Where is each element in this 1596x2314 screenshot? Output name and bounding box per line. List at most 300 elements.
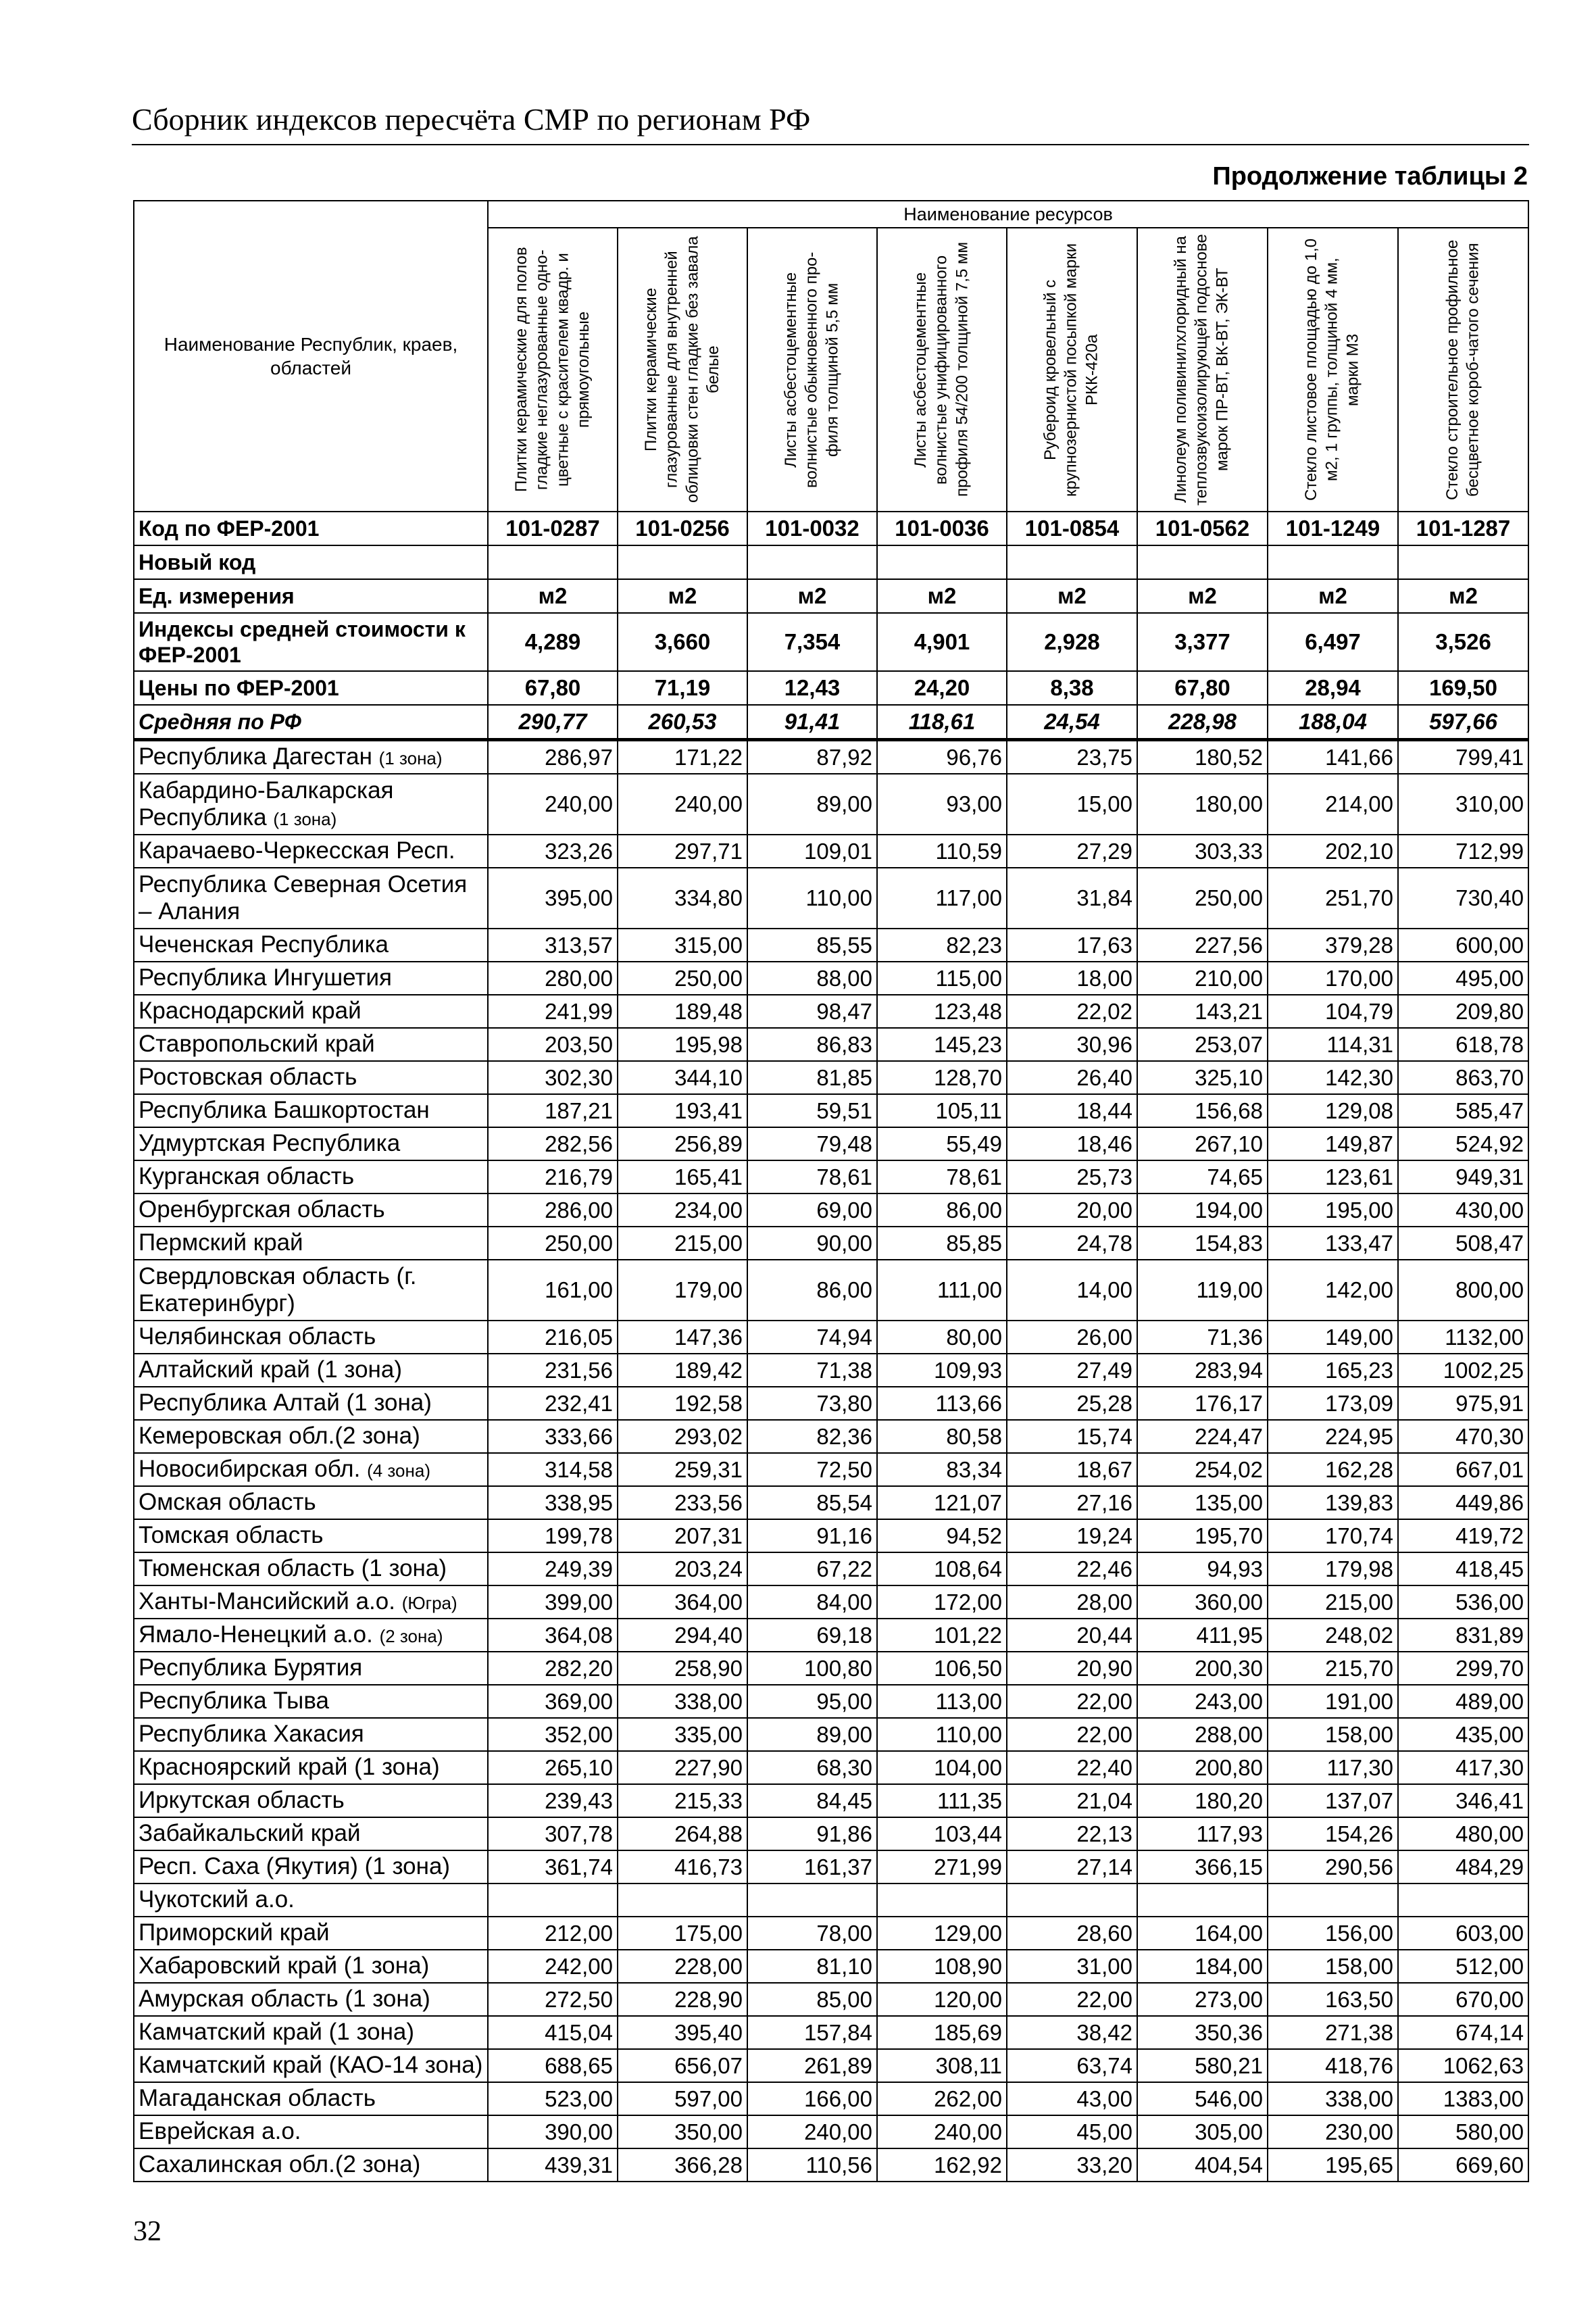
value-cell: 203,24 (618, 1552, 747, 1585)
value-cell: 163,50 (1268, 1983, 1398, 2016)
region-name: Ростовская область (139, 1064, 357, 1091)
region-zone-note: (4 зона) (367, 1460, 430, 1481)
value-cell: 23,75 (1007, 740, 1137, 774)
value-cell: 250,00 (618, 962, 747, 995)
value-cell: 113,00 (877, 1685, 1007, 1718)
value-cell: 1383,00 (1398, 2082, 1528, 2115)
value-cell: 129,08 (1268, 1094, 1398, 1127)
region-name-cell (134, 1094, 488, 1127)
value-cell: 184,00 (1137, 1950, 1268, 1983)
value-cell: 361,74 (488, 1850, 618, 1884)
value-cell: 170,74 (1268, 1519, 1398, 1552)
table-row (134, 1917, 1528, 1950)
region-name: Республика Бурятия (139, 1654, 363, 1681)
value-cell: 180,52 (1137, 740, 1268, 774)
value-cell: 216,79 (488, 1160, 618, 1193)
value-cell: 489,00 (1398, 1685, 1528, 1718)
value-cell: 712,99 (1398, 835, 1528, 868)
value-cell: 258,90 (618, 1652, 747, 1685)
value-cell: 18,00 (1007, 962, 1137, 995)
value-cell: 179,98 (1268, 1552, 1398, 1585)
table-row (134, 774, 1528, 835)
region-name-cell (134, 1227, 488, 1260)
meta-cell: 228,98 (1137, 705, 1268, 740)
value-cell: 430,00 (1398, 1193, 1528, 1227)
value-cell: 325,10 (1137, 1061, 1268, 1094)
value-cell: 294,40 (618, 1619, 747, 1652)
value-cell: 212,00 (488, 1917, 618, 1950)
meta-cell: м2 (618, 579, 747, 613)
region-name-cell (134, 1193, 488, 1227)
value-cell: 439,31 (488, 2148, 618, 2182)
region-name-cell (134, 1917, 488, 1950)
value-cell: 480,00 (1398, 1817, 1528, 1850)
value-cell: 22,00 (1007, 1685, 1137, 1718)
value-cell: 165,23 (1268, 1354, 1398, 1387)
value-cell: 161,00 (488, 1260, 618, 1321)
value-cell: 154,83 (1137, 1227, 1268, 1260)
value-cell: 286,00 (488, 1193, 618, 1227)
value-cell: 164,00 (1137, 1917, 1268, 1950)
value-cell (877, 1884, 1007, 1917)
value-cell: 22,46 (1007, 1552, 1137, 1585)
region-name: Ставропольский край (139, 1031, 375, 1058)
value-cell: 28,60 (1007, 1917, 1137, 1950)
value-cell: 449,86 (1398, 1486, 1528, 1519)
value-cell: 200,80 (1137, 1751, 1268, 1784)
value-cell: 280,00 (488, 962, 618, 995)
meta-cell: 597,66 (1398, 705, 1528, 740)
value-cell: 111,35 (877, 1784, 1007, 1817)
meta-cell: 7,354 (747, 613, 877, 671)
table-row (134, 1127, 1528, 1160)
value-cell: 78,61 (747, 1160, 877, 1193)
meta-cell: 3,660 (618, 613, 747, 671)
value-cell: 185,69 (877, 2016, 1007, 2049)
value-cell: 250,00 (1137, 868, 1268, 929)
value-cell: 262,00 (877, 2082, 1007, 2115)
region-name-cell (134, 1061, 488, 1094)
value-cell: 338,00 (1268, 2082, 1398, 2115)
value-cell: 161,37 (747, 1850, 877, 1884)
value-cell: 228,00 (618, 1950, 747, 1983)
region-name-cell (134, 1718, 488, 1751)
column-header (618, 228, 747, 512)
value-cell: 158,00 (1268, 1718, 1398, 1751)
value-cell: 19,24 (1007, 1519, 1137, 1552)
value-cell: 80,00 (877, 1321, 1007, 1354)
table-row (134, 1950, 1528, 1983)
meta-cell: 71,19 (618, 671, 747, 705)
value-cell: 470,30 (1398, 1420, 1528, 1453)
region-name: Республика Алтай (1 зона) (139, 1389, 432, 1417)
region-name: Ханты-Мансийский а.о. (139, 1588, 395, 1615)
value-cell: 91,16 (747, 1519, 877, 1552)
value-cell: 1002,25 (1398, 1354, 1528, 1387)
value-cell: 142,30 (1268, 1061, 1398, 1094)
region-name: Забайкальский край (139, 1820, 361, 1847)
value-cell: 282,20 (488, 1652, 618, 1685)
value-cell: 110,59 (877, 835, 1007, 868)
value-cell: 253,07 (1137, 1028, 1268, 1061)
value-cell: 173,09 (1268, 1387, 1398, 1420)
table-row (134, 1850, 1528, 1884)
region-name: Чеченская Республика (139, 931, 389, 958)
meta-cell (1007, 545, 1137, 579)
value-cell: 338,95 (488, 1486, 618, 1519)
region-name-cell (134, 2049, 488, 2082)
value-cell: 597,00 (618, 2082, 747, 2115)
region-name: Пермский край (139, 1229, 303, 1256)
value-cell: 149,87 (1268, 1127, 1398, 1160)
value-cell: 227,56 (1137, 929, 1268, 962)
value-cell: 22,40 (1007, 1751, 1137, 1784)
value-cell: 117,93 (1137, 1817, 1268, 1850)
region-name: Республика Тыва (139, 1688, 329, 1715)
value-cell: 189,42 (618, 1354, 747, 1387)
value-cell: 82,23 (877, 929, 1007, 962)
meta-cell (877, 545, 1007, 579)
value-cell: 129,00 (877, 1917, 1007, 1950)
value-cell: 80,58 (877, 1420, 1007, 1453)
value-cell: 180,00 (1137, 774, 1268, 835)
value-cell: 271,99 (877, 1850, 1007, 1884)
value-cell: 215,00 (618, 1227, 747, 1260)
region-name: Камчатский край (КАО-14 зона) (139, 2052, 483, 2079)
value-cell: 1062,63 (1398, 2049, 1528, 2082)
value-cell: 149,00 (1268, 1321, 1398, 1354)
meta-cell: 101-0032 (747, 512, 877, 545)
value-cell: 38,42 (1007, 2016, 1137, 2049)
meta-row-label: Код по ФЕР-2001 (134, 512, 488, 545)
value-cell: 108,90 (877, 1950, 1007, 1983)
meta-cell: м2 (488, 579, 618, 613)
meta-cell: 290,77 (488, 705, 618, 740)
value-cell: 158,00 (1268, 1950, 1398, 1983)
value-cell: 143,21 (1137, 995, 1268, 1028)
value-cell: 283,94 (1137, 1354, 1268, 1387)
value-cell: 256,89 (618, 1127, 747, 1160)
table-row (134, 1817, 1528, 1850)
value-cell: 297,71 (618, 835, 747, 868)
column-header-text: Листы асбестоцементные волнистые обыкновенного про-филя толщиной 5,5 мм (781, 251, 842, 488)
meta-cell: 12,43 (747, 671, 877, 705)
value-cell: 202,10 (1268, 835, 1398, 868)
value-cell: 338,00 (618, 1685, 747, 1718)
value-cell: 73,80 (747, 1387, 877, 1420)
region-name-cell (134, 1127, 488, 1160)
meta-cell: м2 (1137, 579, 1268, 613)
value-cell: 418,76 (1268, 2049, 1398, 2082)
region-name: Тюменская область (1 зона) (139, 1555, 447, 1582)
value-cell: 419,72 (1398, 1519, 1528, 1552)
value-cell: 180,20 (1137, 1784, 1268, 1817)
meta-cell: 6,497 (1268, 613, 1398, 671)
value-cell: 305,00 (1137, 2115, 1268, 2148)
meta-cell: 101-1249 (1268, 512, 1398, 545)
value-cell: 536,00 (1398, 1585, 1528, 1619)
value-cell: 286,97 (488, 740, 618, 774)
value-cell: 68,30 (747, 1751, 877, 1784)
value-cell: 90,00 (747, 1227, 877, 1260)
table-row (134, 1784, 1528, 1817)
value-cell: 831,89 (1398, 1619, 1528, 1652)
table-row (134, 1193, 1528, 1227)
value-cell: 435,00 (1398, 1718, 1528, 1751)
value-cell (747, 1884, 877, 1917)
value-cell: 18,67 (1007, 1453, 1137, 1486)
column-header (1268, 228, 1398, 512)
value-cell: 240,00 (747, 2115, 877, 2148)
value-cell: 175,00 (618, 1917, 747, 1950)
value-cell: 85,55 (747, 929, 877, 962)
meta-cell: м2 (877, 579, 1007, 613)
region-name: Краснодарский край (139, 998, 361, 1025)
column-header-text: Линолеум поливинилхлоридный на теплозвукоизолирующей подоснове марок ПР-ВТ, ВК-ВТ, ЭК-ВТ (1172, 234, 1232, 506)
value-cell: 323,26 (488, 835, 618, 868)
region-column-header: Наименование Республик, краев, областей (134, 201, 488, 512)
meta-cell: 101-0562 (1137, 512, 1268, 545)
meta-cell: 24,54 (1007, 705, 1137, 740)
meta-cell (1398, 545, 1528, 579)
value-cell: 231,56 (488, 1354, 618, 1387)
value-cell: 195,70 (1137, 1519, 1268, 1552)
region-name: Челябинская область (139, 1323, 376, 1350)
table-row (134, 1387, 1528, 1420)
region-name-cell (134, 1519, 488, 1552)
table-row (134, 1751, 1528, 1784)
value-cell: 195,00 (1268, 1193, 1398, 1227)
meta-cell: 91,41 (747, 705, 877, 740)
region-name-cell (134, 1784, 488, 1817)
table-row (134, 962, 1528, 995)
meta-cell: 101-0256 (618, 512, 747, 545)
value-cell: 240,00 (618, 774, 747, 835)
value-cell: 82,36 (747, 1420, 877, 1453)
value-cell: 669,60 (1398, 2148, 1528, 2182)
region-name: Карачаево-Черкесская Респ. (139, 837, 455, 864)
meta-cell: 8,38 (1007, 671, 1137, 705)
value-cell: 104,00 (877, 1751, 1007, 1784)
meta-row-label: Индексы средней стоимости к ФЕР-2001 (134, 613, 488, 671)
value-cell: 27,49 (1007, 1354, 1137, 1387)
value-cell: 133,47 (1268, 1227, 1398, 1260)
region-name-cell (134, 868, 488, 929)
value-cell: 189,48 (618, 995, 747, 1028)
value-cell: 142,00 (1268, 1260, 1398, 1321)
value-cell: 293,02 (618, 1420, 747, 1453)
value-cell: 45,00 (1007, 2115, 1137, 2148)
value-cell: 524,92 (1398, 1127, 1528, 1160)
value-cell: 360,00 (1137, 1585, 1268, 1619)
meta-row-label: Ед. измерения (134, 579, 488, 613)
table-row (134, 1884, 1528, 1917)
value-cell: 27,14 (1007, 1850, 1137, 1884)
region-zone-note: (1 зона) (273, 809, 337, 829)
region-name-cell (134, 2115, 488, 2148)
region-name-cell (134, 774, 488, 835)
value-cell: 117,30 (1268, 1751, 1398, 1784)
region-name-cell (134, 1685, 488, 1718)
table-row (134, 1061, 1528, 1094)
column-header (1398, 228, 1528, 512)
value-cell: 139,83 (1268, 1486, 1398, 1519)
value-cell: 346,41 (1398, 1784, 1528, 1817)
table-row (134, 1453, 1528, 1486)
region-name-cell (134, 1260, 488, 1321)
value-cell: 89,00 (747, 1718, 877, 1751)
column-header (488, 228, 618, 512)
value-cell: 137,07 (1268, 1784, 1398, 1817)
value-cell: 215,33 (618, 1784, 747, 1817)
region-name: Чукотский а.о. (139, 1886, 295, 1913)
value-cell: 261,89 (747, 2049, 877, 2082)
region-name: Приморский край (139, 1919, 330, 1946)
value-cell: 20,00 (1007, 1193, 1137, 1227)
region-name: Хабаровский край (1 зона) (139, 1952, 430, 1979)
table-meta-row (134, 613, 1528, 671)
value-cell: 495,00 (1398, 962, 1528, 995)
value-cell: 100,80 (747, 1652, 877, 1685)
table-row (134, 1486, 1528, 1519)
value-cell (618, 1884, 747, 1917)
value-cell: 369,00 (488, 1685, 618, 1718)
region-name-cell (134, 962, 488, 995)
value-cell: 210,00 (1137, 962, 1268, 995)
column-header-text: Рубероид кровельный с крупнозернистой посыпкой марки РКК-420а (1041, 243, 1101, 497)
meta-cell: 3,377 (1137, 613, 1268, 671)
value-cell: 147,36 (618, 1321, 747, 1354)
column-header-text: Листы асбестоцементные волнистые унифицированного профиля 54/200 толщиной 7,5 мм (911, 242, 972, 497)
value-cell: 27,29 (1007, 835, 1137, 868)
column-header (747, 228, 877, 512)
meta-cell: 67,80 (488, 671, 618, 705)
value-cell: 271,38 (1268, 2016, 1398, 2049)
value-cell: 352,00 (488, 1718, 618, 1751)
table-row (134, 2148, 1528, 2182)
table-row (134, 1094, 1528, 1127)
value-cell: 69,00 (747, 1193, 877, 1227)
value-cell: 55,49 (877, 1127, 1007, 1160)
value-cell: 404,54 (1137, 2148, 1268, 2182)
value-cell: 333,66 (488, 1420, 618, 1453)
value-cell: 585,47 (1398, 1094, 1528, 1127)
value-cell: 115,00 (877, 962, 1007, 995)
table-meta-row (134, 512, 1528, 545)
value-cell: 248,02 (1268, 1619, 1398, 1652)
meta-cell (747, 545, 877, 579)
region-name: Сахалинская обл.(2 зона) (139, 2151, 421, 2178)
value-cell: 242,00 (488, 1950, 618, 1983)
value-cell: 949,31 (1398, 1160, 1528, 1193)
table-row (134, 2049, 1528, 2082)
value-cell: 121,07 (877, 1486, 1007, 1519)
value-cell: 106,50 (877, 1652, 1007, 1685)
value-cell: 390,00 (488, 2115, 618, 2148)
value-cell: 67,22 (747, 1552, 877, 1585)
region-name: Удмуртская Республика (139, 1130, 401, 1157)
value-cell: 170,00 (1268, 962, 1398, 995)
value-cell: 350,00 (618, 2115, 747, 2148)
column-header-text: Плитки керамические для полов гладкие неглазурованные одно-цветные с красителем квадр. и прямоугольные (512, 247, 593, 493)
value-cell: 157,84 (747, 2016, 877, 2049)
value-cell: 98,47 (747, 995, 877, 1028)
value-cell: 81,10 (747, 1950, 877, 1983)
value-cell: 71,36 (1137, 1321, 1268, 1354)
value-cell: 20,44 (1007, 1619, 1137, 1652)
value-cell: 31,84 (1007, 868, 1137, 929)
value-cell: 69,18 (747, 1619, 877, 1652)
value-cell: 344,10 (618, 1061, 747, 1094)
value-cell: 364,00 (618, 1585, 747, 1619)
value-cell: 302,30 (488, 1061, 618, 1094)
value-cell: 512,00 (1398, 1950, 1528, 1983)
region-name-cell (134, 1950, 488, 1983)
value-cell: 272,50 (488, 1983, 618, 2016)
value-cell: 59,51 (747, 1094, 877, 1127)
value-cell: 688,65 (488, 2049, 618, 2082)
value-cell: 123,61 (1268, 1160, 1398, 1193)
meta-cell (618, 545, 747, 579)
table-row (134, 1983, 1528, 2016)
value-cell: 43,00 (1007, 2082, 1137, 2115)
value-cell (488, 1884, 618, 1917)
value-cell: 239,43 (488, 1784, 618, 1817)
value-cell (1007, 1884, 1137, 1917)
value-cell: 86,83 (747, 1028, 877, 1061)
region-name: Курганская область (139, 1163, 355, 1190)
value-cell: 600,00 (1398, 929, 1528, 962)
value-cell: 227,90 (618, 1751, 747, 1784)
value-cell: 22,00 (1007, 1983, 1137, 2016)
value-cell: 74,65 (1137, 1160, 1268, 1193)
value-cell: 63,74 (1007, 2049, 1137, 2082)
region-name: Оренбургская область (139, 1196, 385, 1223)
value-cell: 30,96 (1007, 1028, 1137, 1061)
region-name-cell (134, 1486, 488, 1519)
table-row (134, 995, 1528, 1028)
region-zone-note: (1 зона) (378, 748, 443, 769)
value-cell: 863,70 (1398, 1061, 1528, 1094)
region-name-cell (134, 1884, 488, 1917)
meta-cell: 3,526 (1398, 613, 1528, 671)
value-cell: 224,47 (1137, 1420, 1268, 1453)
region-name-cell (134, 1619, 488, 1652)
region-name: Алтайский край (1 зона) (139, 1356, 402, 1383)
value-cell: 162,92 (877, 2148, 1007, 2182)
value-cell: 21,04 (1007, 1784, 1137, 1817)
value-cell: 91,86 (747, 1817, 877, 1850)
value-cell: 81,85 (747, 1061, 877, 1094)
column-header-text: Плитки керамические глазурованные для внутренней облицовки стен гладкие без завала белые (641, 236, 722, 503)
value-cell: 364,08 (488, 1619, 618, 1652)
value-cell: 103,44 (877, 1817, 1007, 1850)
value-cell: 254,02 (1137, 1453, 1268, 1486)
table-row (134, 1585, 1528, 1619)
meta-cell: м2 (1268, 579, 1398, 613)
region-name-cell (134, 1420, 488, 1453)
region-name-cell (134, 2148, 488, 2182)
value-cell: 120,00 (877, 1983, 1007, 2016)
value-cell: 104,79 (1268, 995, 1398, 1028)
column-header-text: Стекло строительное профильное бесцветное короб-чатого сечения (1443, 239, 1482, 500)
value-cell: 26,00 (1007, 1321, 1137, 1354)
meta-cell (1268, 545, 1398, 579)
value-cell: 15,00 (1007, 774, 1137, 835)
value-cell: 25,28 (1007, 1387, 1137, 1420)
value-cell: 580,00 (1398, 2115, 1528, 2148)
value-cell: 315,00 (618, 929, 747, 962)
